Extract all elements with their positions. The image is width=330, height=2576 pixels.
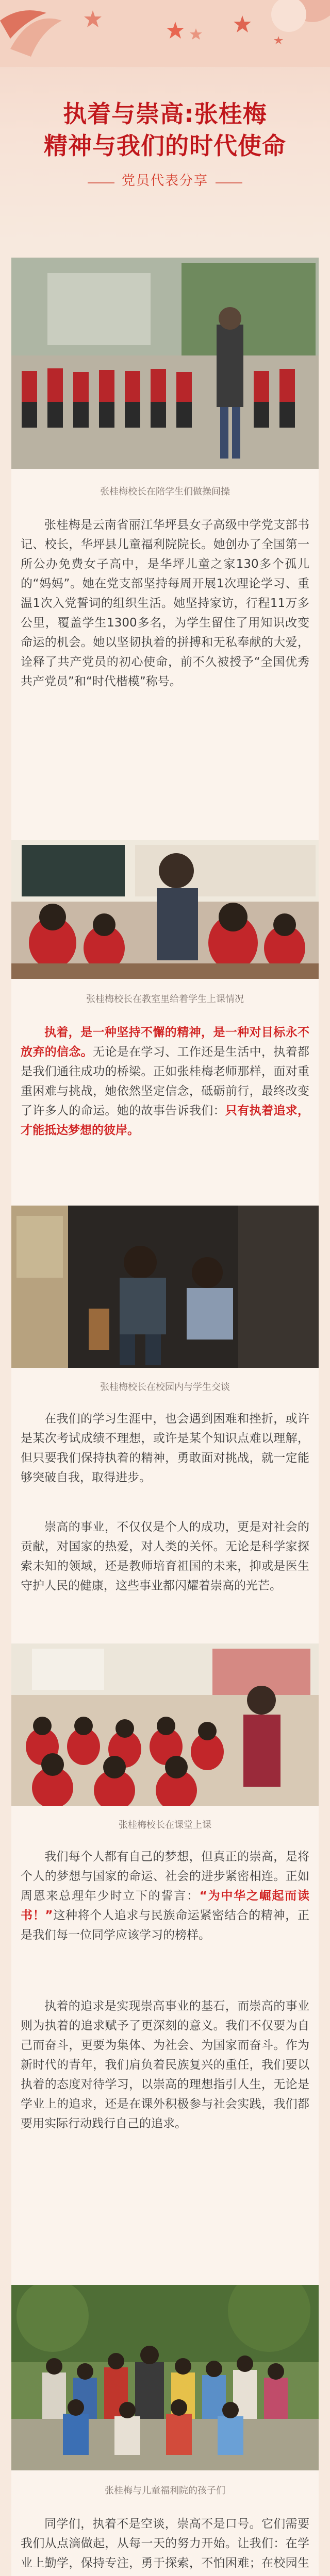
photo-classroom: [11, 840, 319, 979]
photo-caption: 张桂梅校长在校园内与学生交谈: [100, 1382, 230, 1393]
photo-playground: [11, 258, 319, 469]
photo-caption: 张桂梅校长在课堂上课: [119, 1820, 211, 1831]
paragraph-text: 无论是在学习、工作还是生活中，执着都是我们通往成功的桥梁。正如张桂梅老师那样，面对重重困难与挑战，她依然坚定信念，砥砺前行，最终改变了许多人的命运。她的故事告诉我们：: [21, 1045, 310, 1117]
paragraph-persistence: [21, 1023, 309, 1140]
photo-caption: 张桂梅校长在教室里给着学生上课情况: [86, 994, 244, 1005]
photo-caption: 张桂梅与儿童福利院的孩子们: [105, 2485, 225, 2496]
title-line-2: 精神与我们的时代使命: [44, 132, 286, 160]
paragraph-lofty: 崇高的事业，不仅仅是个人的成功，更是对社会的贡献，对国家的热爱，对人类的关怀。无论是科学家探索未知的领域，还是教师培育祖国的未来，抑或是医生守护人民的健康，这些事业都闪耀着崇高的光芒。: [21, 1520, 309, 1592]
divider: [88, 182, 114, 183]
photo-caption: 张桂梅校长在陪学生们做操间操: [100, 486, 230, 497]
paragraph-intro: 张桂梅是云南省丽江华坪县女子高级中学党支部书记、校长，华坪县儿童福利院院长。她创办了全国第一所公办免费女子高中，是华坪儿童之家130多个孤儿的“妈妈”。她在党支部坚持每周开展1次理论学习、重温1次入党誓词的组织生活。她坚持家访，行程11万多公里，覆盖学生1300多名，为学生留住了用知识改变命运的机会。她以坚韧执着的拼搏和无私奉献的大爱，诠释了共产党员的初心使命，前不久被授予“全国优秀共产党员”和“时代楷模”称号。: [21, 518, 309, 688]
title-line-1: 执着与崇高:张桂梅: [63, 100, 267, 128]
paragraph-dream: [21, 1847, 309, 1945]
highlight-text: 只有执着追求，才能抵达梦想的彼岸。: [21, 1104, 310, 1137]
paragraph-mission: 执着的追求是实现崇高事业的基石，而崇高的事业则为执着的追求赋予了更深刻的意义。我们不仅要为自己而奋斗，更要为集体、为社会、为国家而奋斗。作为新时代的青年，我们肩负着民族复兴的重任，我们要以执着的态度对待学习，以崇高的理想指引人生，无论是学业上的追求，还是在课外积极参与社会实践，我们都要用实际行动践行自己的追求。: [21, 1999, 309, 2130]
paragraph-text: 这种将个人追求与民族命运紧密结合的精神，正是我们每一位同学应该学习的榜样。: [21, 1909, 309, 1942]
paragraph-text: 我们每个人都有自己的梦想，但真正的崇高，是将个人的梦想与国家的命运、社会的进步紧密相连。正如周恩来总理年少时立下的誓言：: [21, 1850, 309, 1903]
photo-lecture: [11, 1643, 319, 1806]
paragraph-study: 在我们的学习生涯中，也会遇到困难和挫折，或许是某次考试成绩不理想，或许是某个知识点难以理解，但只要我们保持执着的精神，勇敢面对挑战，就一定能够突破自我，取得进步。: [21, 1412, 309, 1484]
paragraph-action: 同学们，执着不是空谈，崇高不是口号。它们需要我们从点滴做起，从每一天的努力开始。让我们：在学业上勤学，保持专注，勇于探索，不怕困难；在校园生: [21, 2517, 309, 2570]
page-title: [0, 98, 330, 162]
divider: [216, 182, 242, 183]
photo-conversation: [11, 1206, 319, 1368]
article-header: [0, 0, 330, 242]
photo-children: [11, 2285, 319, 2470]
subtitle-row: [0, 170, 330, 189]
highlight-text: “为中华之崛起而读书！”: [21, 1889, 310, 1922]
header-decoration-icon: [0, 0, 330, 67]
subtitle: 党员代表分享: [121, 173, 208, 189]
highlight-text: 执着，是一种坚持不懈的精神，是一种对目标永不放弃的信念。: [21, 1026, 309, 1059]
